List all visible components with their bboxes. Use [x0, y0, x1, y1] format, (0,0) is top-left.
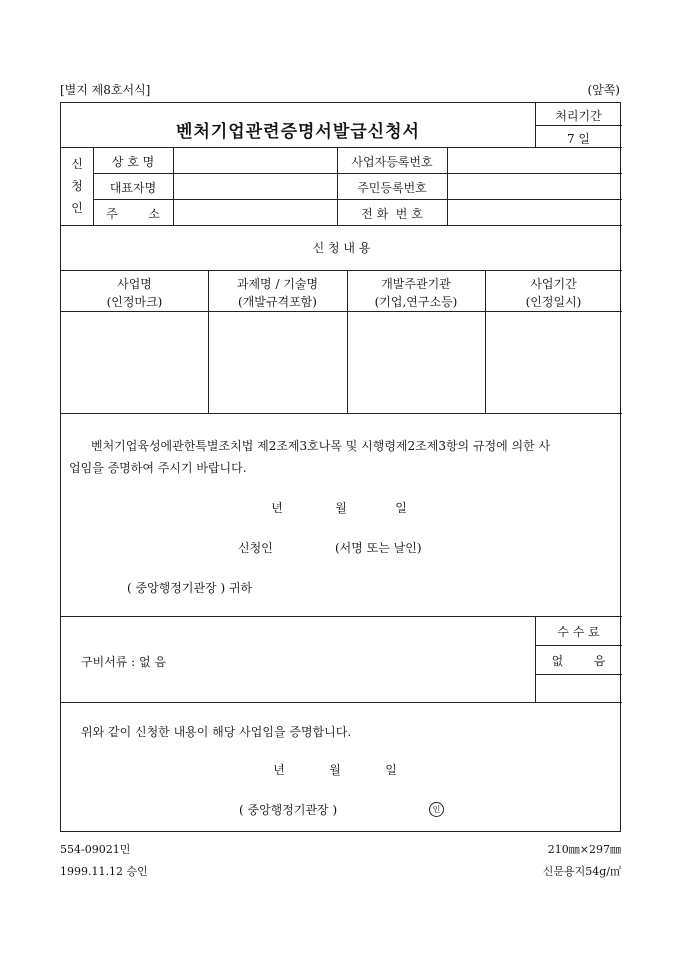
- fee-value: 없 음: [551, 654, 606, 668]
- col-developer: 개발주관기관: [381, 277, 451, 291]
- request-month: 월: [335, 501, 347, 515]
- applicant-label-2: 청: [71, 179, 83, 193]
- processing-period-label: 처리기간: [555, 109, 602, 123]
- phone-label: 전 화 번 호: [361, 207, 423, 221]
- form-code: 554-09021민: [60, 843, 131, 856]
- col-developer-sub: (기업,연구소등): [374, 295, 458, 309]
- representative-label: 대표자명: [109, 181, 157, 195]
- col-project-name: 사업명: [117, 277, 152, 291]
- paper-type: 신문용지54g/㎡: [542, 865, 621, 878]
- applicant-label-3: 인: [71, 201, 83, 215]
- signature-note: (서명 또는 날인): [335, 541, 422, 555]
- applicant-label-1: 신: [71, 157, 83, 171]
- fee-label: 수 수 료: [557, 625, 600, 639]
- col-task-name-sub: (개발규격포함): [238, 295, 317, 309]
- statement-line-1: 벤처기업육성에관한특별조치법 제2조제3호나목 및 시행령제2조제3항의 규정에 의한 사: [91, 439, 551, 453]
- application-form: [60, 102, 621, 832]
- approval-date: 1999.11.12 승인: [60, 865, 148, 878]
- business-reg-label: 사업자등록번호: [351, 155, 433, 169]
- cert-day: 일: [385, 763, 397, 777]
- col-period-sub: (인정일시): [525, 295, 582, 309]
- form-title: 벤처기업관련증명서발급신청서: [176, 122, 420, 142]
- cert-month: 월: [329, 763, 341, 777]
- cert-authority: ( 중앙행정기관장 ): [239, 803, 338, 817]
- company-name-label: 상 호 명: [111, 155, 155, 169]
- paper-size: 210㎜×297㎜: [547, 843, 621, 856]
- request-year: 년: [271, 501, 283, 515]
- statement-line-2: 업임을 증명하여 주시기 바랍니다.: [69, 461, 247, 475]
- page-side: (앞쪽): [587, 83, 620, 97]
- col-period: 사업기간: [530, 277, 577, 291]
- content-heading: 신 청 내 용: [312, 241, 371, 255]
- applicant-sign-label: 신청인: [238, 541, 273, 555]
- col-project-name-sub: (인정마크): [106, 295, 163, 309]
- request-day: 일: [395, 501, 407, 515]
- col-task-name: 과제명 / 기술명: [236, 277, 319, 291]
- processing-period-value: 7 일: [566, 132, 591, 146]
- seal-mark: 인: [429, 802, 444, 817]
- address-label: 주 소: [106, 207, 160, 221]
- form-number: [별지 제8호서식]: [60, 83, 151, 97]
- seal-icon: [429, 801, 444, 817]
- required-documents: 구비서류 : 없 음: [81, 655, 167, 669]
- cert-year: 년: [273, 763, 285, 777]
- resident-reg-label: 주민등록번호: [357, 181, 427, 195]
- certification-text: 위와 같이 신청한 내용이 해당 사업임을 증명합니다.: [81, 725, 352, 739]
- addressee: ( 중앙행정기관장 ) 귀하: [127, 581, 253, 595]
